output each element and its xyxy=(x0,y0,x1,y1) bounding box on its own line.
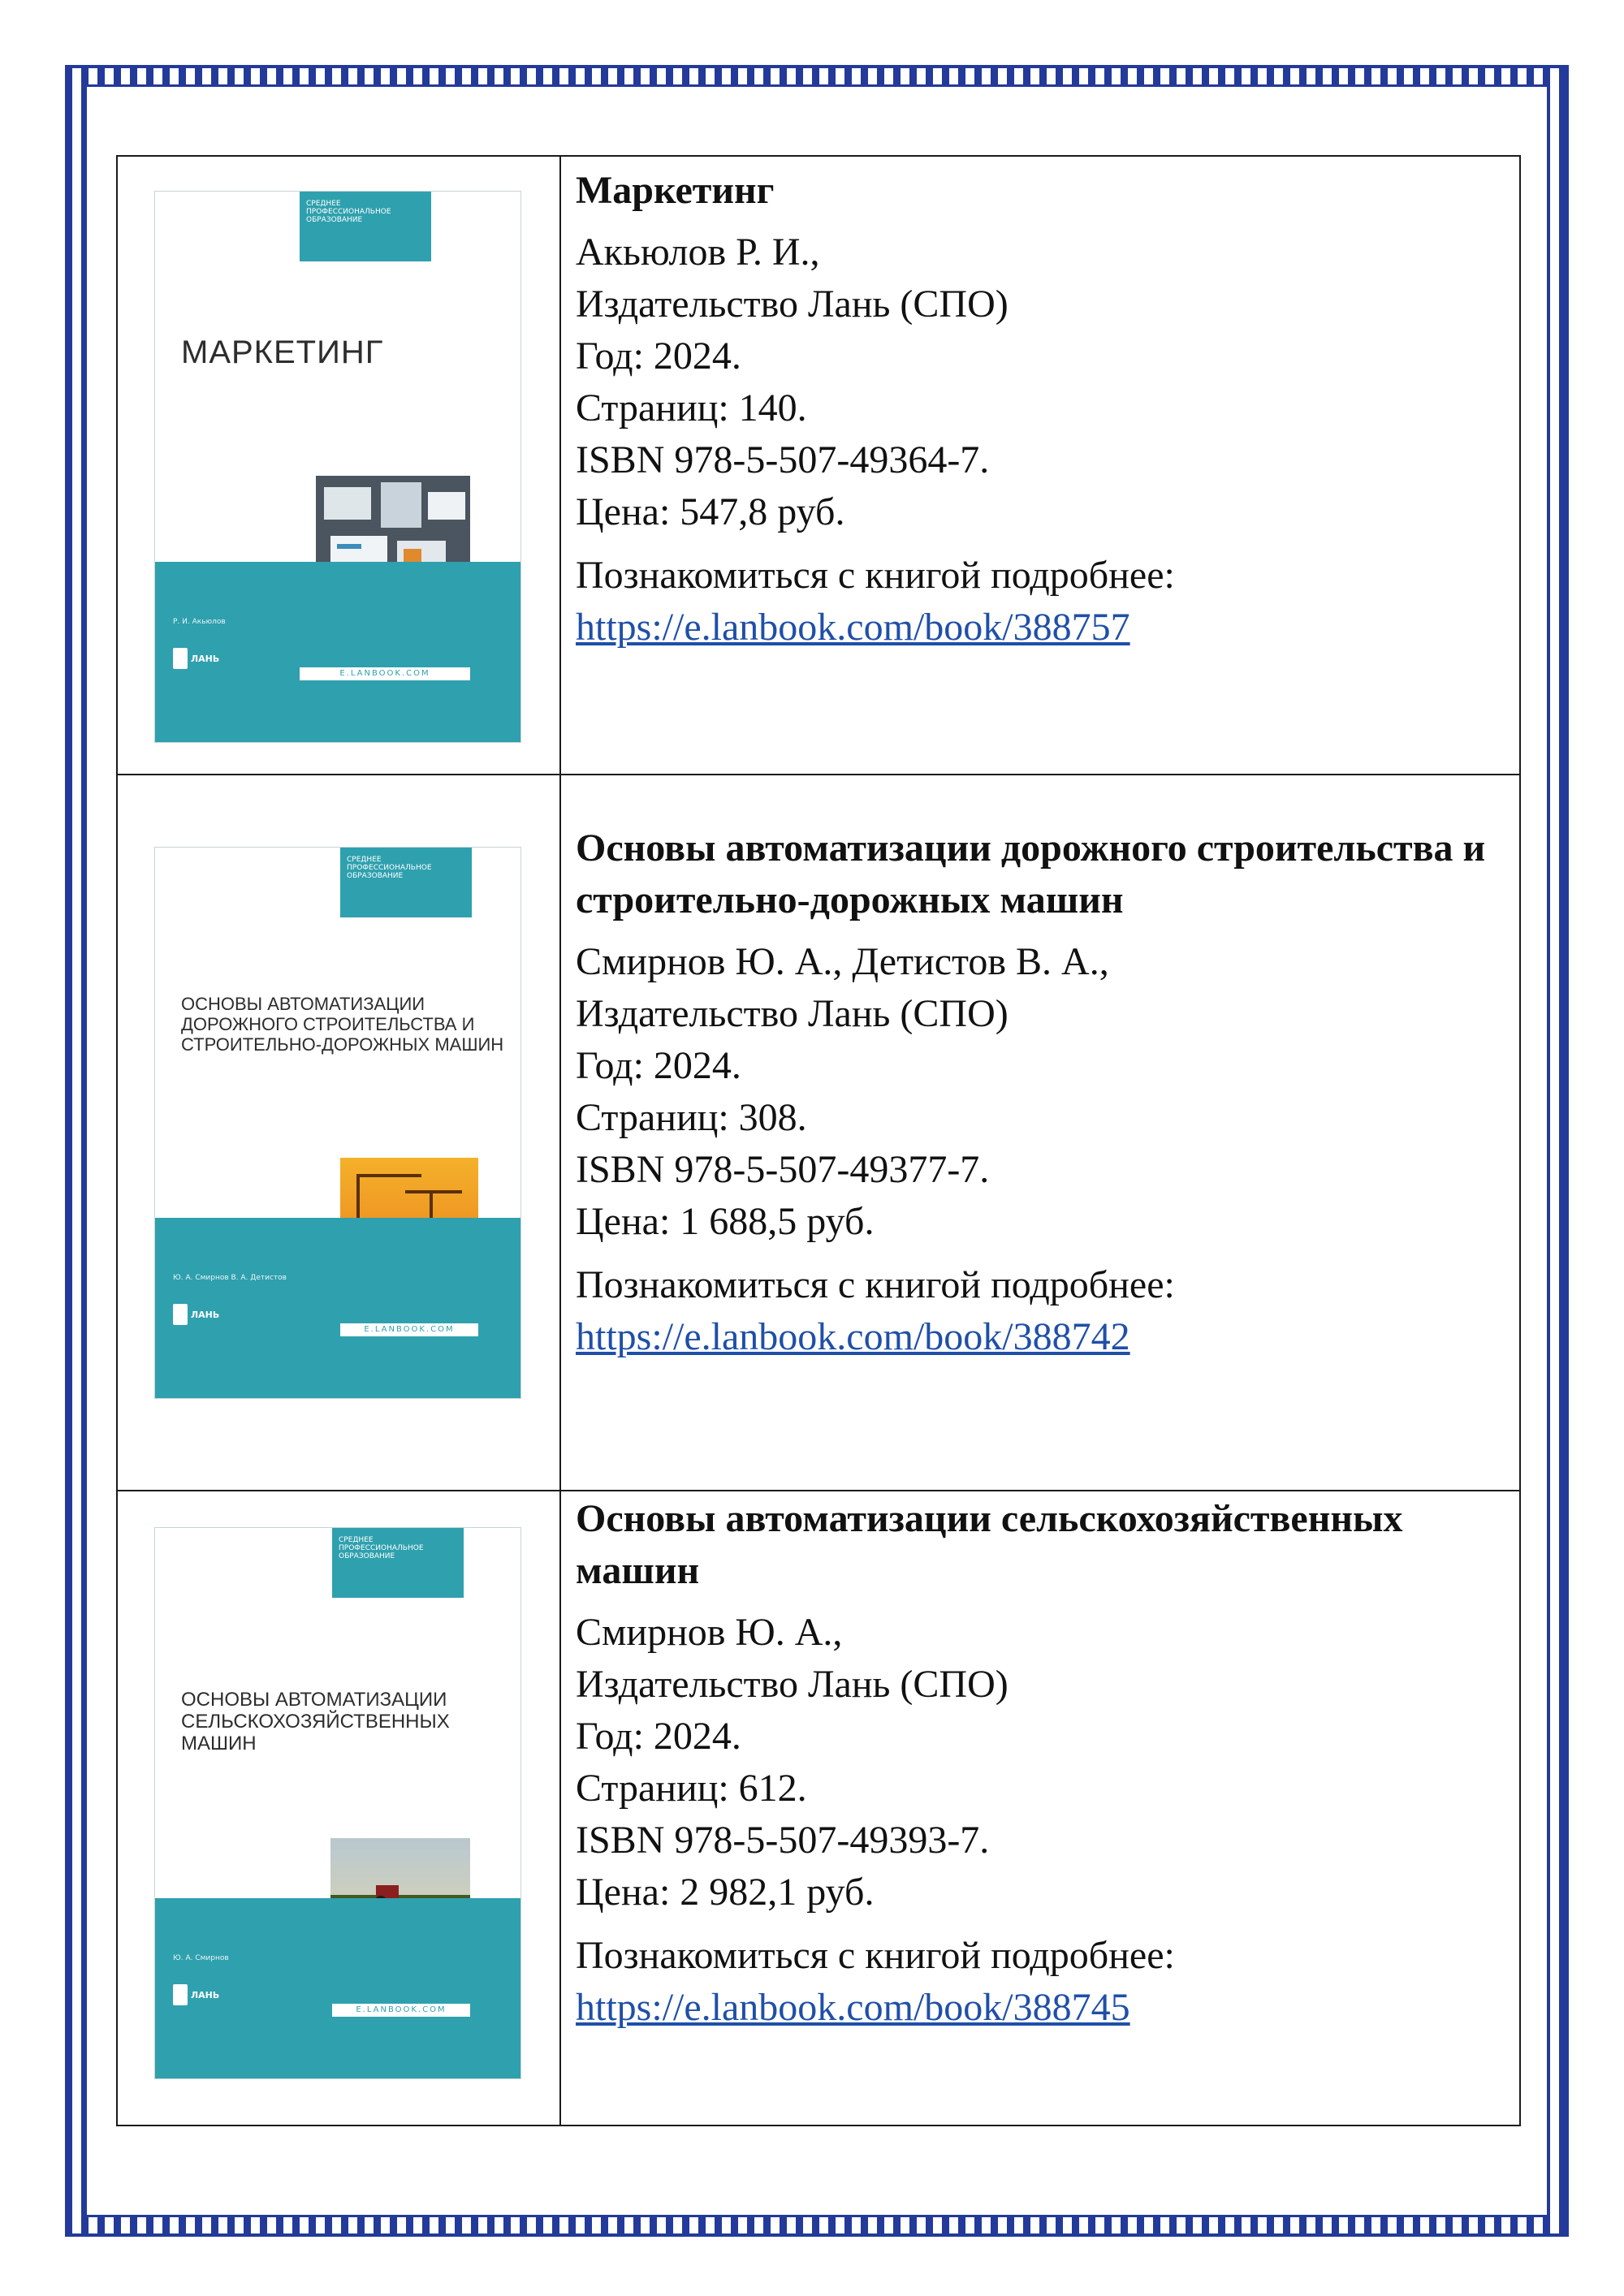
book-pages: Страниц: 308. xyxy=(576,1096,807,1139)
book-authors: Смирнов Ю. А., Детистов В. А., xyxy=(576,940,1109,983)
book-cover-image xyxy=(154,847,521,1399)
book-cover-image xyxy=(154,1527,521,2079)
book-isbn: ISBN 978-5-507-49393-7. xyxy=(576,1819,990,1862)
book-isbn: ISBN 978-5-507-49364-7. xyxy=(576,438,990,481)
book-row xyxy=(117,156,1520,775)
cover-site-bar: E.LANBOOK.COM xyxy=(300,667,470,680)
book-price: Цена: 1 688,5 руб. xyxy=(576,1200,875,1243)
book-link[interactable]: https://e.lanbook.com/book/388757 xyxy=(576,606,1130,649)
book-publisher: Издательство Лань (СПО) xyxy=(576,283,1009,326)
book-title: Основы автоматизации сельскохозяйственных машин xyxy=(576,1497,1403,1592)
cover-site-bar: E.LANBOOK.COM xyxy=(332,2004,470,2017)
cover-series-label: СРЕДНЕЕ ПРОФЕССИОНАЛЬНОЕ ОБРАЗОВАНИЕ xyxy=(300,192,431,261)
cover-cell xyxy=(117,1491,560,2126)
cover-title: МАРКЕТИНГ xyxy=(181,334,384,370)
cover-cell xyxy=(117,775,560,1491)
book-catalog-table xyxy=(116,155,1521,2126)
more-info-label: Познакомиться с книгой подробнее: xyxy=(576,554,1175,597)
book-isbn: ISBN 978-5-507-49377-7. xyxy=(576,1148,990,1191)
publisher-logo: ЛАНЬ xyxy=(173,1984,219,2005)
book-row xyxy=(117,1491,1520,2126)
book-price: Цена: 2 982,1 руб. xyxy=(576,1871,875,1914)
cover-series-label: СРЕДНЕЕ ПРОФЕССИОНАЛЬНОЕ ОБРАЗОВАНИЕ xyxy=(332,1528,464,1598)
book-publisher: Издательство Лань (СПО) xyxy=(576,992,1009,1035)
more-info-label: Познакомиться с книгой подробнее: xyxy=(576,1934,1175,1977)
book-pages: Страниц: 140. xyxy=(576,386,807,429)
publisher-logo: ЛАНЬ xyxy=(173,1304,219,1325)
book-year: Год: 2024. xyxy=(576,1715,741,1758)
book-info-cell xyxy=(560,1491,1520,2126)
lan-logo-icon xyxy=(173,648,188,669)
book-link[interactable]: https://e.lanbook.com/book/388742 xyxy=(576,1315,1130,1358)
book-link[interactable]: https://e.lanbook.com/book/388745 xyxy=(576,1986,1130,2029)
cover-series-label: СРЕДНЕЕ ПРОФЕССИОНАЛЬНОЕ ОБРАЗОВАНИЕ xyxy=(340,848,472,917)
lan-logo-icon xyxy=(173,1304,188,1325)
book-year: Год: 2024. xyxy=(576,334,741,378)
cover-author: Ю. А. Смирнов В. А. Детистов xyxy=(173,1274,287,1282)
book-publisher: Издательство Лань (СПО) xyxy=(576,1663,1009,1706)
cover-cell xyxy=(117,156,560,775)
publisher-logo: ЛАНЬ xyxy=(173,648,219,669)
more-info-label: Познакомиться с книгой подробнее: xyxy=(576,1263,1175,1306)
book-pages: Страниц: 612. xyxy=(576,1767,807,1810)
cover-author: Ю. А. Смирнов xyxy=(173,1954,229,1962)
lan-logo-icon xyxy=(173,1984,188,2005)
book-title: Основы автоматизации дорожного строительства и строительно-дорожных машин xyxy=(576,826,1486,921)
book-cover-image xyxy=(154,191,521,743)
book-authors: Смирнов Ю. А., xyxy=(576,1611,843,1654)
book-info-cell xyxy=(560,156,1520,775)
book-info-cell xyxy=(560,775,1520,1491)
book-title: Маркетинг xyxy=(576,169,775,212)
book-row xyxy=(117,775,1520,1491)
book-price: Цена: 547,8 руб. xyxy=(576,490,845,533)
cover-title: ОСНОВЫ АВТОМАТИЗАЦИИ ДОРОЖНОГО СТРОИТЕЛЬСТВА И СТРОИТЕЛЬНО-ДОРОЖНЫХ МАШИН xyxy=(181,994,504,1055)
cover-title: ОСНОВЫ АВТОМАТИЗАЦИИ СЕЛЬСКОХОЗЯЙСТВЕННЫХ МАШИН xyxy=(181,1689,450,1754)
cover-author: Р. И. Акьюлов xyxy=(173,618,226,626)
book-year: Год: 2024. xyxy=(576,1044,741,1087)
cover-site-bar: E.LANBOOK.COM xyxy=(340,1323,478,1336)
book-authors: Акьюлов Р. И., xyxy=(576,231,820,274)
